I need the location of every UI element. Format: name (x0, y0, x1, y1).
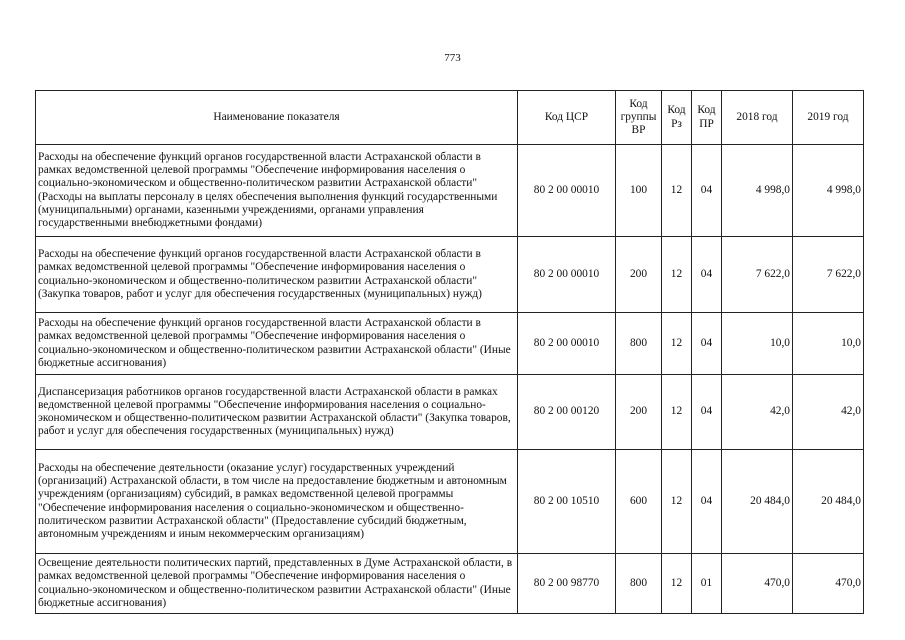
row-name: Расходы на обеспечение функций органов государственной власти Астраханской области в рамках ведомственной целевой программы "Обеспечение информирования населения о социально-экономическом и общественно-политическом развитии Астраханской области" (Иные бюджетные ассигнования) (36, 313, 518, 375)
table-body (36, 145, 864, 614)
table-row (36, 450, 864, 554)
row-pr: 04 (692, 237, 722, 313)
header-2018: 2018 год (722, 91, 793, 145)
row-csr: 80 2 00 00010 (518, 145, 616, 237)
header-name: Наименование показателя (36, 91, 518, 145)
row-vr: 100 (616, 145, 662, 237)
table-row (36, 313, 864, 375)
row-name: Расходы на обеспечение деятельности (оказание услуг) государственных учреждений (организаций) Астраханской области, в том числе на предоставление бюджетным и автономным учреждениям (организациям) субсидий, в рамках ведомственной целевой программы "Обеспечение информирования населения о социально-экономическом и общественно-политическом развитии Астраханской области" (Предоставление субсидий бюджетным, автономным учреждениям и иным некоммерческим организациям) (36, 450, 518, 554)
row-vr: 200 (616, 375, 662, 450)
header-pr: Код ПР (692, 91, 722, 145)
row-2019: 4 998,0 (793, 145, 864, 237)
row-rz: 12 (662, 450, 692, 554)
row-pr: 04 (692, 450, 722, 554)
row-name: Расходы на обеспечение функций органов государственной власти Астраханской области в рамках ведомственной целевой программы "Обеспечение информирования населения о социально-экономическом и общественно-политическом развитии Астраханской области" (Расходы на выплаты персоналу в целях обеспечения выполнения функций государственными (муниципальными) органами, казенными учреждениями, органами управления государственными внебюджетными фондами) (36, 145, 518, 237)
row-rz: 12 (662, 554, 692, 614)
table-header (36, 91, 864, 145)
header-vr: Код группы ВР (616, 91, 662, 145)
row-2019: 7 622,0 (793, 237, 864, 313)
header-2019: 2019 год (793, 91, 864, 145)
row-2019: 470,0 (793, 554, 864, 614)
row-rz: 12 (662, 375, 692, 450)
row-vr: 800 (616, 313, 662, 375)
row-vr: 200 (616, 237, 662, 313)
row-pr: 04 (692, 145, 722, 237)
header-rz: Код Рз (662, 91, 692, 145)
row-2018: 470,0 (722, 554, 793, 614)
row-2019: 20 484,0 (793, 450, 864, 554)
table-row (36, 145, 864, 237)
row-2019: 10,0 (793, 313, 864, 375)
row-name: Освещение деятельности политических партий, представленных в Думе Астраханской области, в рамках ведомственной целевой программы "Обеспечение информирования населения о социально-экономическом и общественно-политическом развитии Астраханской области" (Иные бюджетные ассигнования) (36, 554, 518, 614)
row-csr: 80 2 00 00120 (518, 375, 616, 450)
row-2018: 7 622,0 (722, 237, 793, 313)
row-2018: 42,0 (722, 375, 793, 450)
row-2018: 4 998,0 (722, 145, 793, 237)
row-2019: 42,0 (793, 375, 864, 450)
table-row (36, 554, 864, 614)
row-name: Расходы на обеспечение функций органов государственной власти Астраханской области в рамках ведомственной целевой программы "Обеспечение информирования населения о социально-экономическом и общественно-политическом развитии Астраханской области" (Закупка товаров, работ и услуг для обеспечения государственных (муниципальных) нужд) (36, 237, 518, 313)
header-row (36, 91, 864, 145)
row-vr: 800 (616, 554, 662, 614)
row-csr: 80 2 00 10510 (518, 450, 616, 554)
row-pr: 04 (692, 313, 722, 375)
row-csr: 80 2 00 00010 (518, 313, 616, 375)
row-rz: 12 (662, 145, 692, 237)
table-row (36, 237, 864, 313)
row-2018: 20 484,0 (722, 450, 793, 554)
row-rz: 12 (662, 313, 692, 375)
row-vr: 600 (616, 450, 662, 554)
table-row (36, 375, 864, 450)
row-rz: 12 (662, 237, 692, 313)
row-csr: 80 2 00 00010 (518, 237, 616, 313)
page-number: 773 (444, 52, 461, 64)
row-2018: 10,0 (722, 313, 793, 375)
header-csr: Код ЦСР (518, 91, 616, 145)
row-name: Диспансеризация работников органов государственной власти Астраханской области в рамках ведомственной целевой программы "Обеспечение информирования населения о социально-экономическом и общественно-политическом развитии Астраханской области" (Закупка товаров, работ и услуг для обеспечения государственных (муниципальных) нужд) (36, 375, 518, 450)
row-pr: 01 (692, 554, 722, 614)
budget-table (35, 90, 864, 614)
row-pr: 04 (692, 375, 722, 450)
row-csr: 80 2 00 98770 (518, 554, 616, 614)
